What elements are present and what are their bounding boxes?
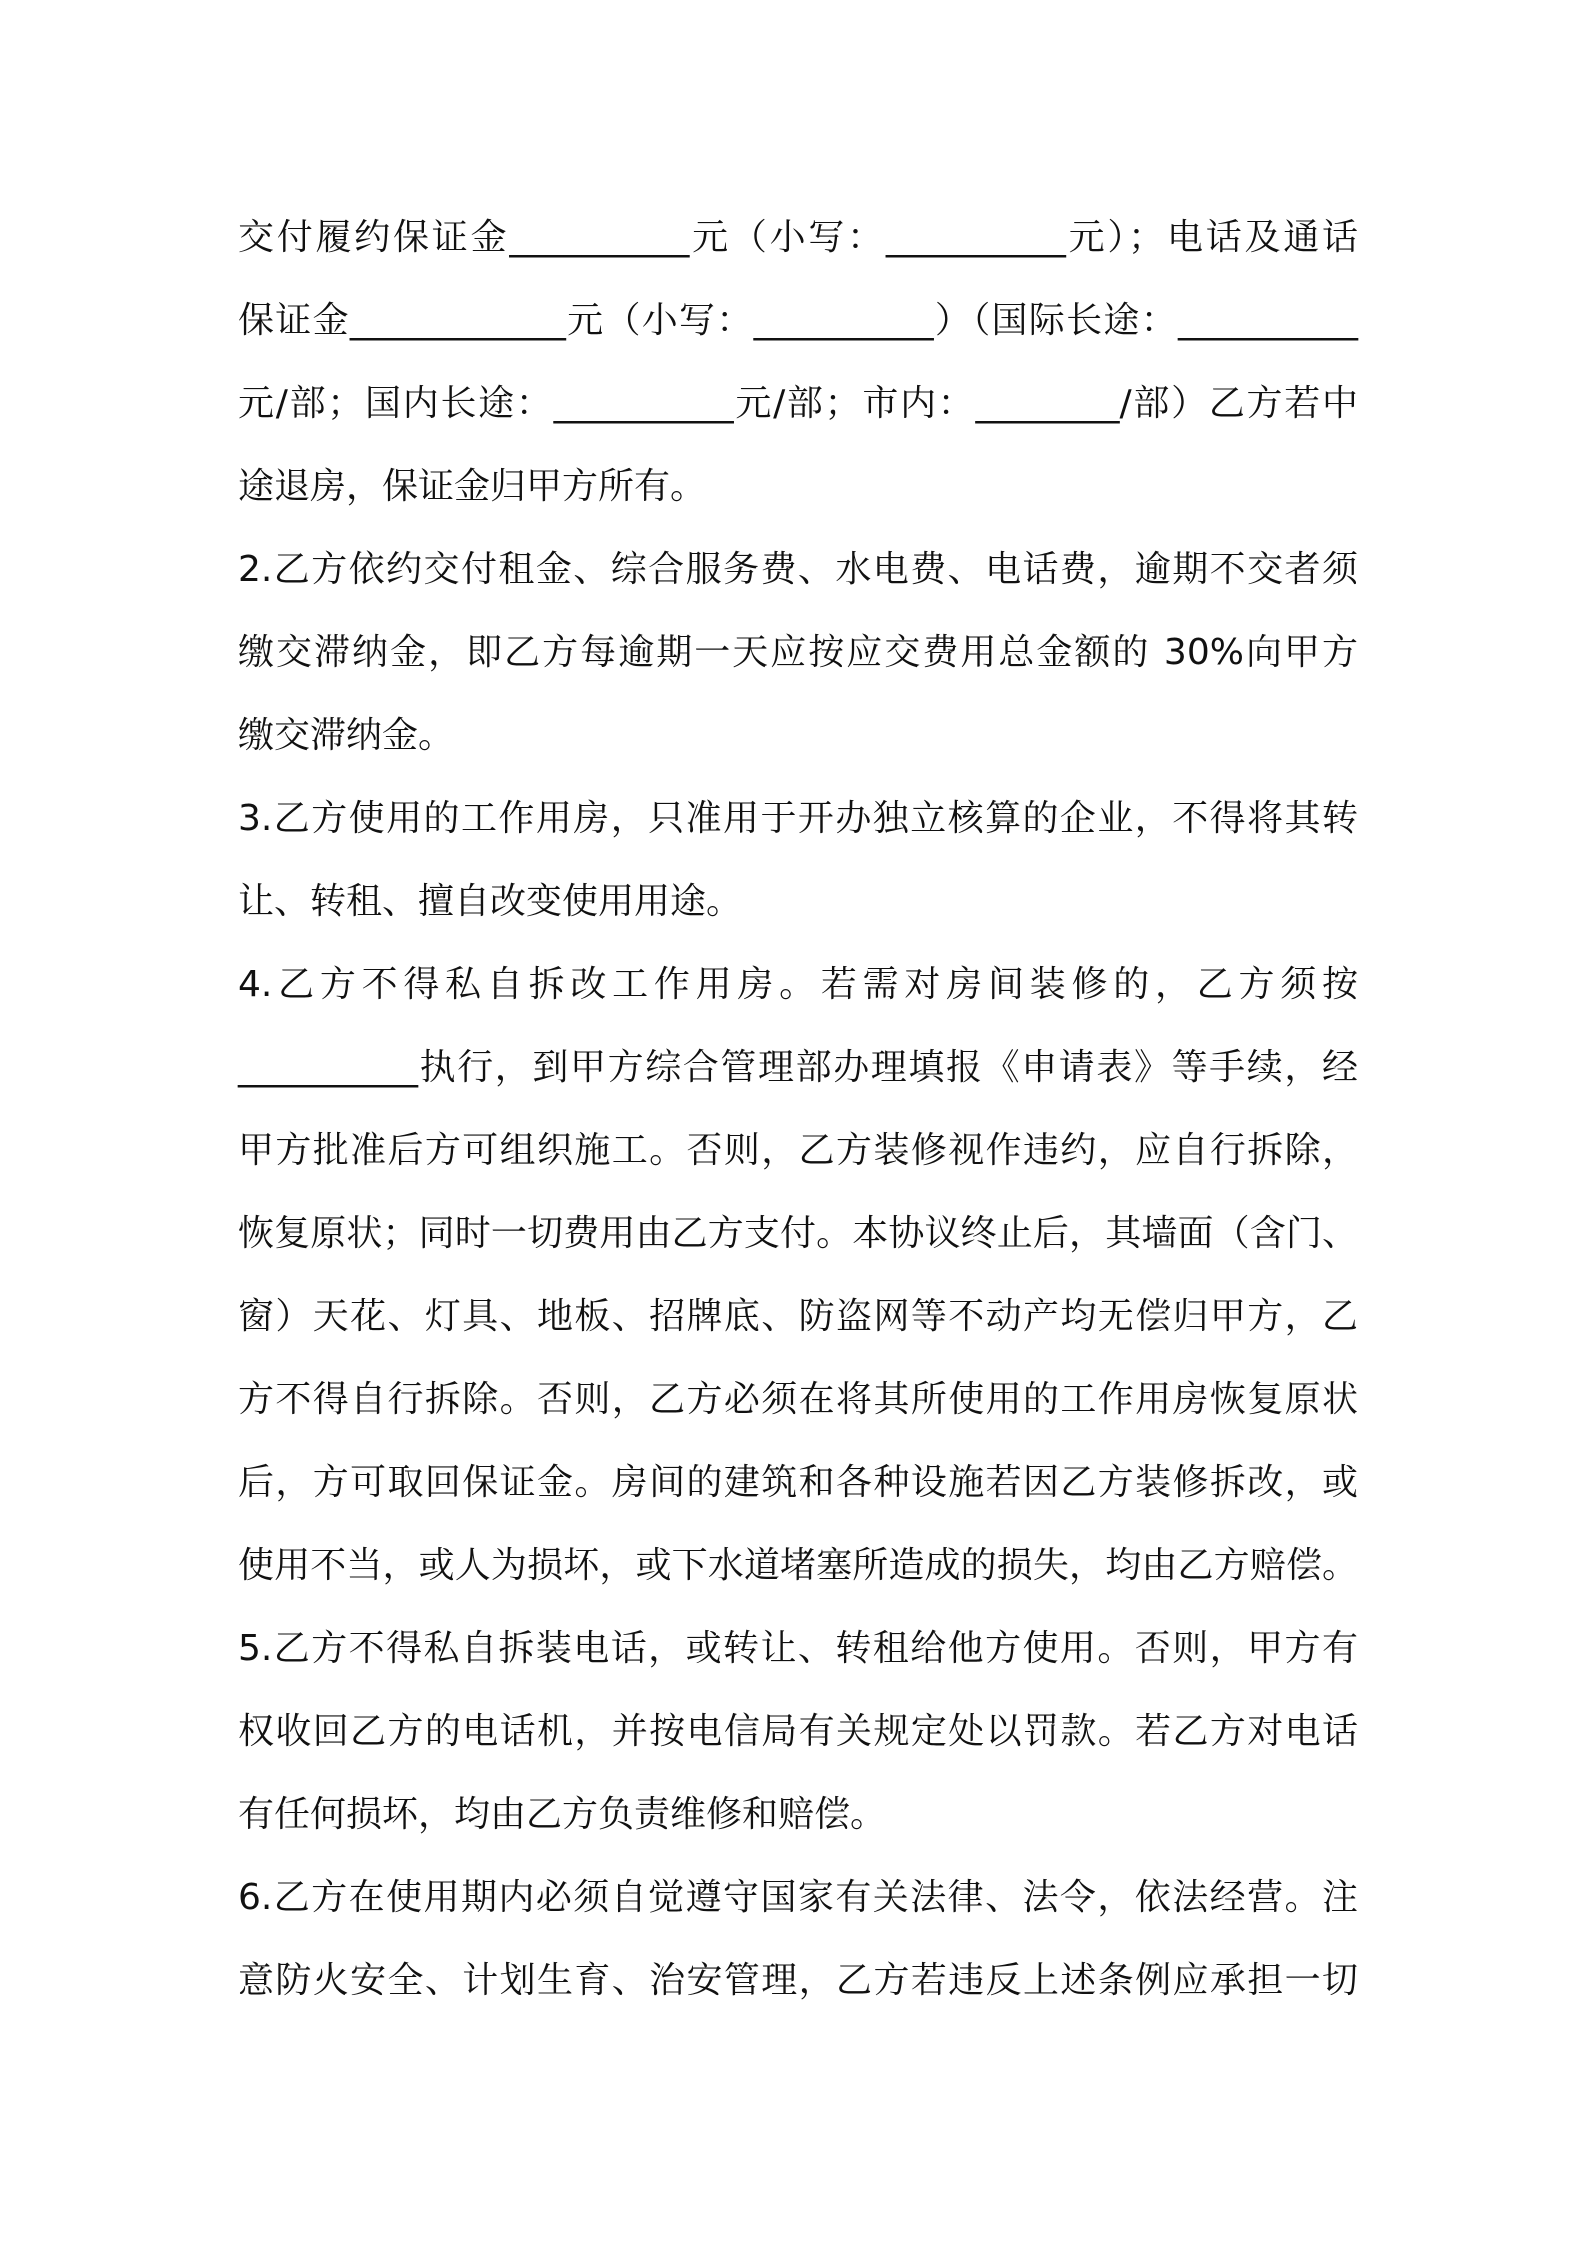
text-line: 缴交滞纳金，即乙方每逾期一天应按应交费用总金额的 30%向甲方 xyxy=(238,632,1358,673)
text-line: 意防火安全、计划生育、治安管理，乙方若违反上述条例应承担一切 xyxy=(238,1960,1358,2001)
text-line: 有任何损坏，均由乙方负责维修和赔偿。 xyxy=(238,1794,887,1835)
text-line: 后，方可取回保证金。房间的建筑和各种设施若因乙方装修拆改，或 xyxy=(238,1462,1358,1503)
text-line: 窗）天花、灯具、地板、招牌底、防盗网等不动产均无偿归甲方，乙 xyxy=(238,1296,1358,1337)
text-line: 甲方批准后方可组织施工。否则，乙方装修视作违约，应自行拆除， xyxy=(238,1130,1358,1171)
text-line: 让、转租、擅自改变使用用途。 xyxy=(238,881,743,922)
text-line: 5.乙方不得私自拆装电话，或转让、转租给他方使用。否则，甲方有 xyxy=(238,1628,1358,1669)
text-line: __________执行，到甲方综合管理部办理填报《申请表》等手续，经 xyxy=(238,1047,1358,1088)
text-line: 权收回乙方的电话机，并按电信局有关规定处以罚款。若乙方对电话 xyxy=(238,1711,1358,1752)
text-line: 2.乙方依约交付租金、综合服务费、水电费、电话费，逾期不交者须 xyxy=(238,549,1358,590)
text-line: 保证金____________元（小写：__________）（国际长途：__________ xyxy=(238,300,1358,341)
text-line: 缴交滞纳金。 xyxy=(238,715,455,756)
text-line: 交付履约保证金__________元（小写：__________元）；电话及通话 xyxy=(238,217,1358,258)
text-line: 6.乙方在使用期内必须自觉遵守国家有关法律、法令，依法经营。注 xyxy=(238,1877,1358,1918)
text-line: 元/部；国内长途：__________元/部；市内：________/部）乙方若中 xyxy=(238,383,1358,424)
text-line: 恢复原状；同时一切费用由乙方支付。本协议终止后，其墙面（含门、 xyxy=(238,1213,1358,1254)
text-line: 使用不当，或人为损坏，或下水道堵塞所造成的损失，均由乙方赔偿。 xyxy=(238,1545,1358,1586)
text-line: 方不得自行拆除。否则，乙方必须在将其所使用的工作用房恢复原状 xyxy=(238,1379,1358,1420)
text-line: 3.乙方使用的工作用房，只准用于开办独立核算的企业，不得将其转 xyxy=(238,798,1358,839)
document-body xyxy=(238,196,1358,2022)
text-line: 4.乙方不得私自拆改工作用房。若需对房间装修的，乙方须按 xyxy=(238,964,1358,1005)
text-line: 途退房，保证金归甲方所有。 xyxy=(238,466,707,507)
